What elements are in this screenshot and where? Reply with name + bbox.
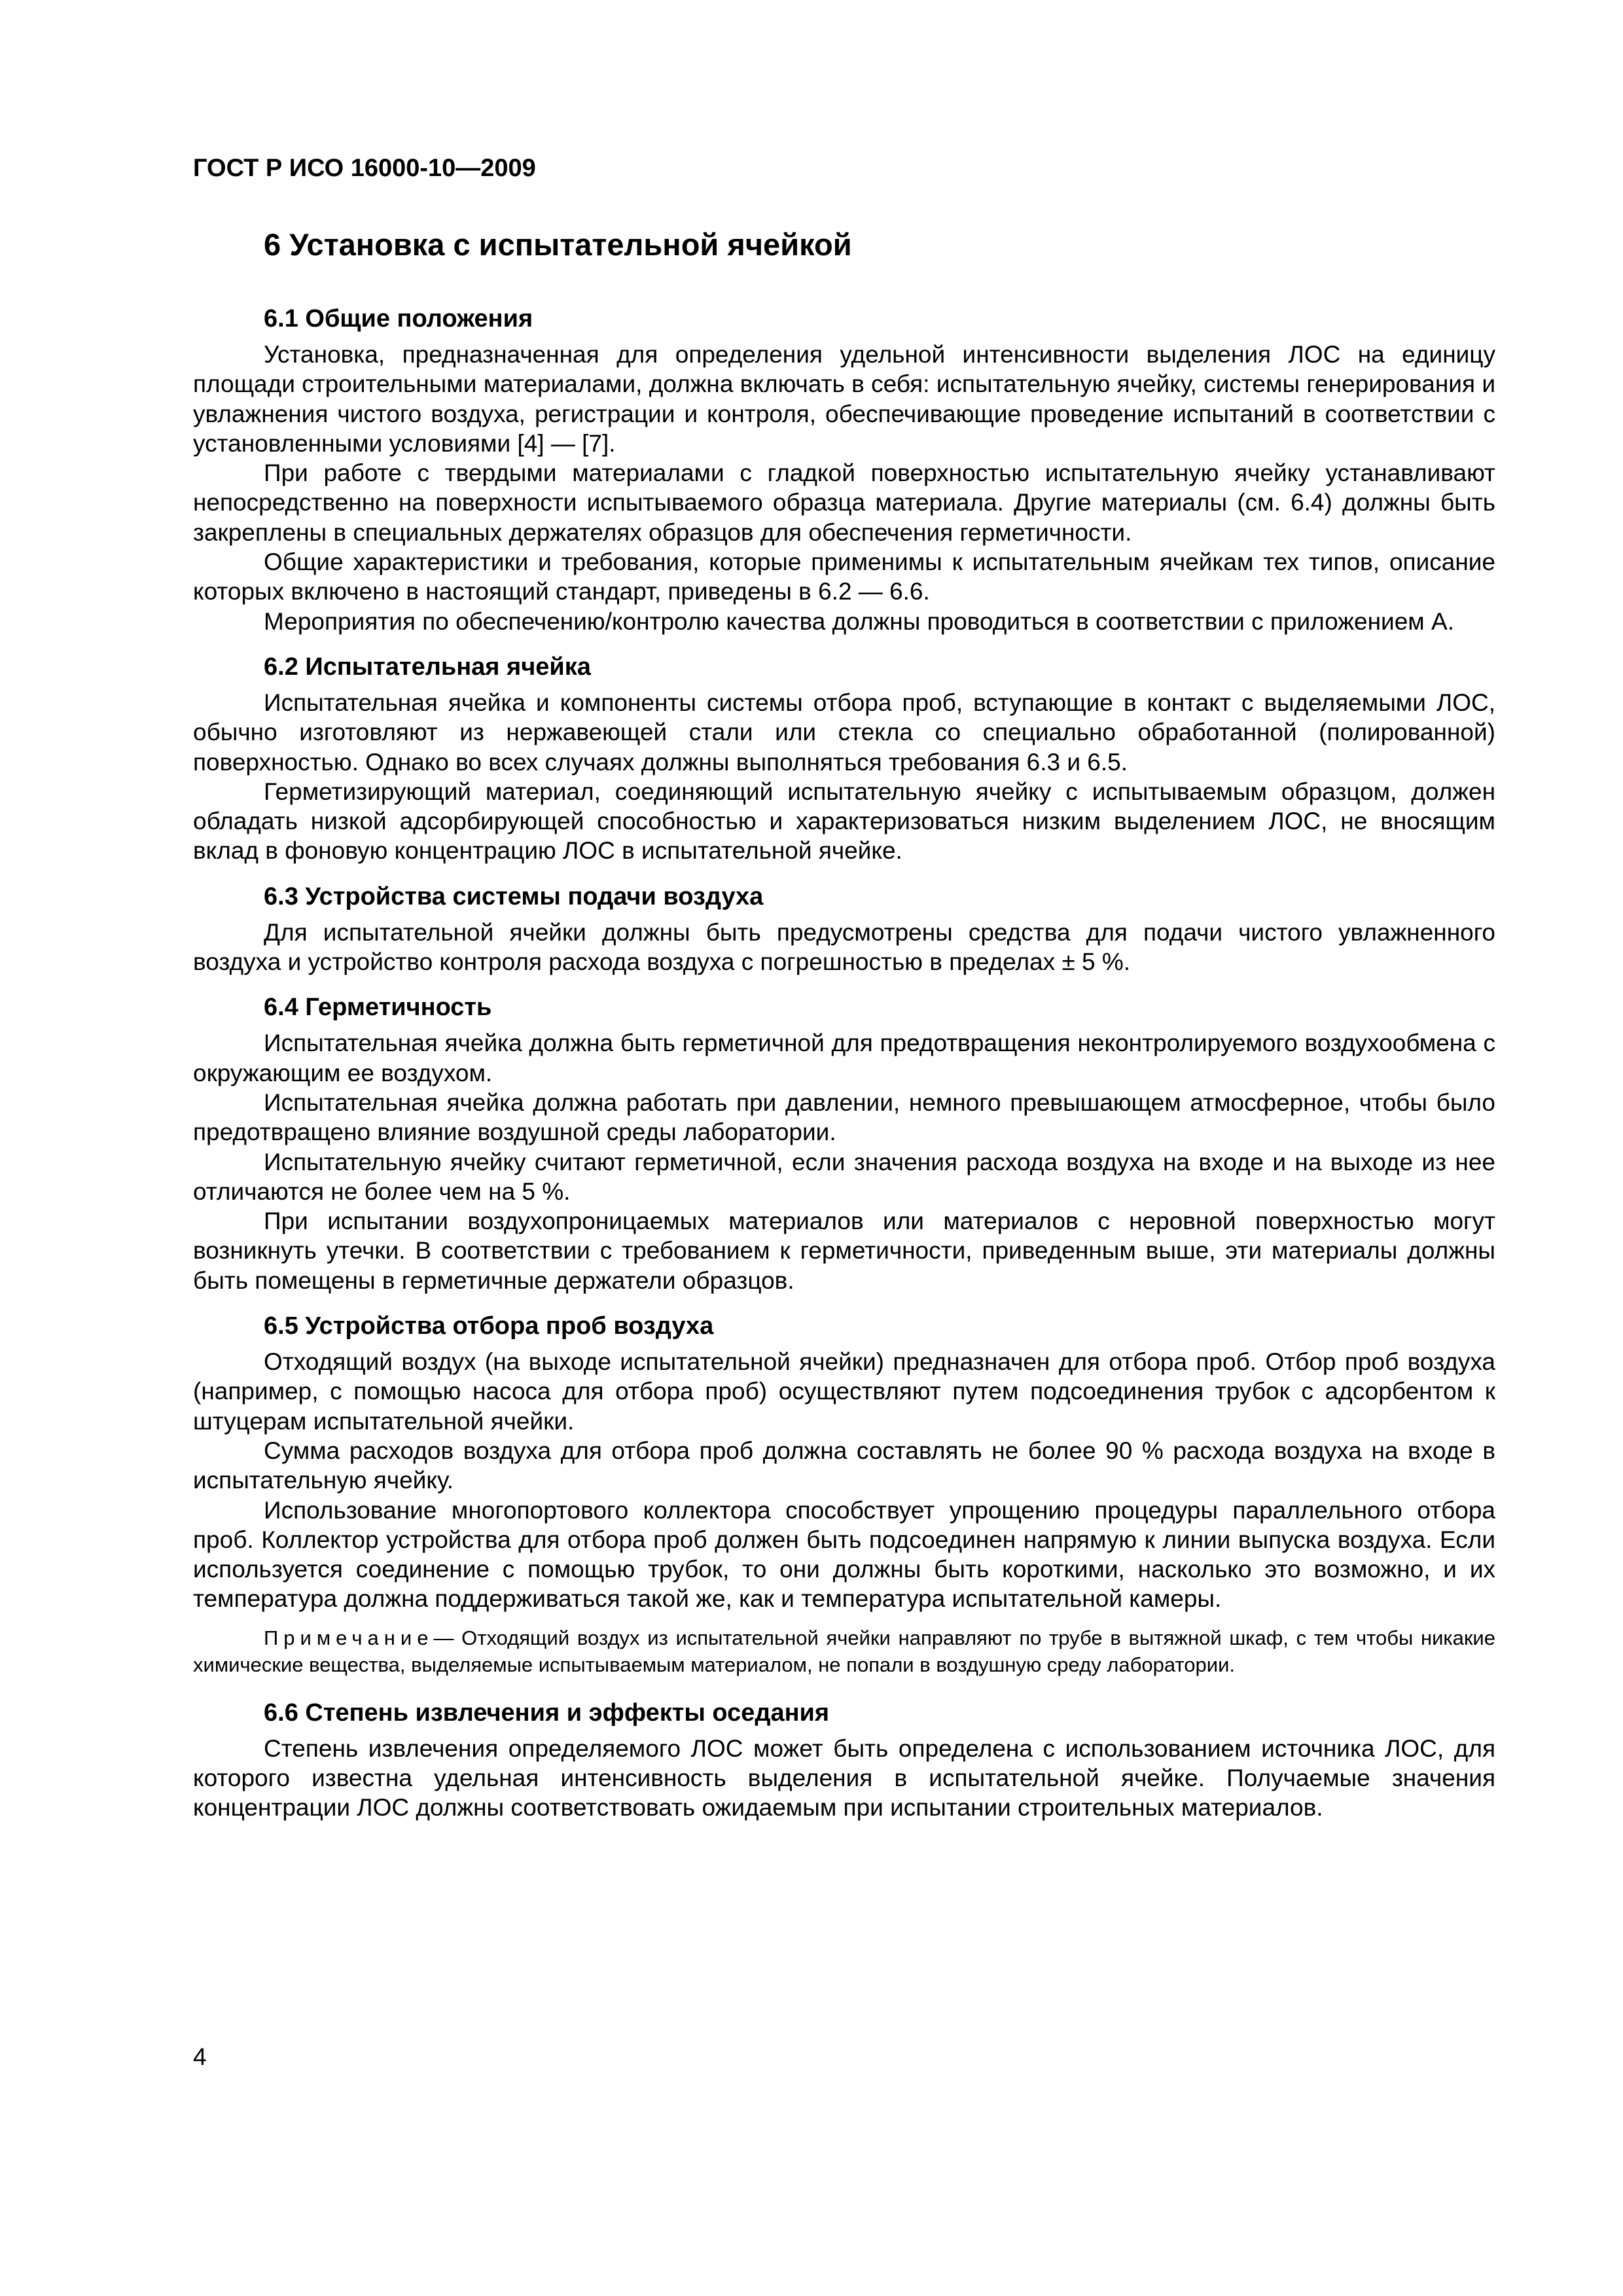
section-title: 6.5 Устройства отбора проб воздуха — [264, 1312, 714, 1340]
document-page — [193, 151, 1495, 1837]
paragraph: Использование многопортового коллектора способствует упрощению процедуры параллельного отбора проб. Коллектор устройства для отбора проб должен быть подсоединен напрямую к линии выпуска воздуха. Если используется соединение с помощью трубок, то они должны быть короткими, насколько это возможно, и их температура должна поддерживаться такой же, как и температура испытательной камеры. — [193, 1496, 1495, 1613]
page-number: 4 — [193, 2043, 207, 2070]
paragraph: Степень извлечения определяемого ЛОС может быть определена с использованием источника ЛОС, для которого известна удельная интенсивность выделения в испытательной ячейке. Получаемые значения концентрации ЛОС должны соответствовать ожидаемым при испытании строительных материалов. — [193, 1734, 1495, 1821]
section-title: 6.1 Общие положения — [264, 305, 533, 332]
note-label: Примечание — [264, 1626, 434, 1649]
paragraph: Герметизирующий материал, соединяющий испытательную ячейку с испытываемым образцом, должен обладать низкой адсорбирующей способностью и характеризоваться низким выделением ЛОС, не вносящим вклад в фоновую концентрацию ЛОС в испытательной ячейке. — [193, 778, 1495, 865]
section-6-3 — [193, 880, 1495, 977]
section-title: 6.6 Степень извлечения и эффекты оседания — [264, 1698, 830, 1727]
paragraph: Общие характеристики и требования, которые применимы к испытательным ячейкам тех типов, описание которых включено в настоящий стандарт, приведены в 6.2 — 6.6. — [193, 548, 1495, 605]
paragraph: Сумма расходов воздуха для отбора проб должна составлять не более 90 % расхода воздуха на входе в испытательную ячейку. — [193, 1437, 1495, 1494]
section-title: 6.4 Герметичность — [264, 994, 492, 1022]
section-title: 6.2 Испытательная ячейка — [264, 653, 591, 681]
paragraph: Испытательная ячейка должна работать при давлении, немного превышающем атмосферное, чтобы было предотвращено влияние воздушной среды лаборатории. — [193, 1088, 1495, 1146]
section-6-4 — [193, 991, 1495, 1295]
note-text: — Отходящий воздух из испытательной ячейки направляют по трубе в вытяжной шкаф, с тем чтобы никакие химические вещества, выделяемые испытываемым материалом, не попали в воздушную среду лаборатории. — [193, 1626, 1495, 1676]
paragraph: Испытательная ячейка и компоненты системы отбора проб, вступающие в контакт с выделяемыми ЛОС, обычно изготовляют из нержавеющей стали или стекла со специально обработанной (полированной) поверхностью. Однако во всех случаях должны выполняться требования 6.3 и 6.5. — [193, 689, 1495, 776]
section-6-5 — [193, 1310, 1495, 1678]
paragraph: При испытании воздухопроницаемых материалов или материалов с неровной поверхностью могут возникнуть утечки. В соответствии с требованием к герметичности, приведенным выше, эти материалы должны быть помещены в герметичные держатели образцов. — [193, 1208, 1495, 1294]
section-6-2 — [193, 651, 1495, 866]
paragraph: Мероприятия по обеспечению/контролю качества должны проводиться в соответствии с приложением А. — [264, 607, 1454, 635]
paragraph: Испытательная ячейка должна быть герметичной для предотвращения неконтролируемого воздухообмена с окружающим ее воздухом. — [193, 1030, 1495, 1086]
paragraph: Испытательную ячейку считают герметичной, если значения расхода воздуха на входе и на выходе из нее отличаются не более чем на 5 %. — [193, 1148, 1495, 1205]
note — [193, 1624, 1495, 1678]
paragraph: При работе с твердыми материалами с гладкой поверхностью испытательную ячейку устанавливают непосредственно на поверхности испытываемого образца материала. Другие материалы (см. 6.4) должны быть закреплены в специальных держателях образцов для обеспечения герметичности. — [193, 459, 1495, 546]
paragraph: Установка, предназначенная для определения удельной интенсивности выделения ЛОС на единицу площади строительными материалами, должна включать в себя: испытательную ячейку, системы генерирования и увлажнения чистого воздуха, регистрации и контроля, обеспечивающие проведение испытаний в соответствии с установленными условиями [4] — [7]. — [193, 341, 1495, 457]
paragraph: Для испытательной ячейки должны быть предусмотрены средства для подачи чистого увлажненного воздуха и устройство контроля расхода воздуха с погрешностью в пределах ± 5 %. — [193, 918, 1495, 976]
chapter-title: 6 Установка с испытательной ячейкой — [264, 227, 852, 262]
paragraph: Отходящий воздух (на выходе испытательной ячейки) предназначен для отбора проб. Отбор проб воздуха (например, с помощью насоса для отбора проб) осуществляют путем подсоединения трубок с адсорбентом к штуцерам испытательной ячейки. — [193, 1348, 1495, 1435]
section-6-6 — [193, 1696, 1495, 1823]
section-6-1 — [193, 302, 1495, 636]
section-title: 6.3 Устройства системы подачи воздуха — [264, 882, 764, 910]
document-id-header: ГОСТ Р ИСО 16000-10—2009 — [193, 154, 536, 182]
